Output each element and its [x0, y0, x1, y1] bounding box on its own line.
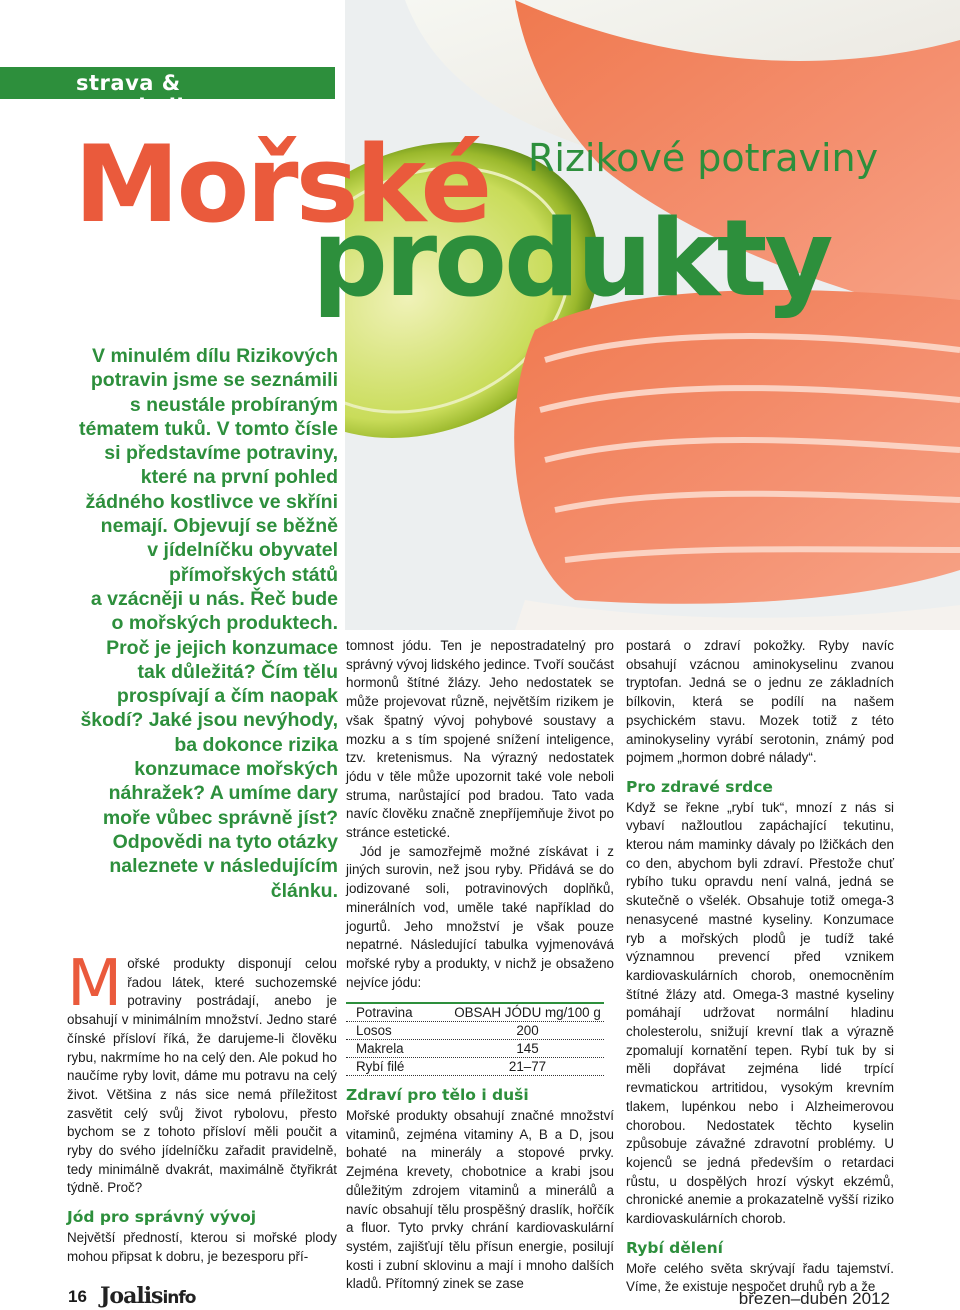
lead-line: Proč je jejich konzumace — [106, 636, 338, 659]
lead-line: v jídelníčku obyvatel — [147, 539, 338, 562]
column-1 — [67, 947, 337, 1266]
heading-deleni: Rybí dělení — [626, 1238, 723, 1257]
page-footer — [0, 1283, 960, 1310]
lead-line: náhražek? A umíme dary — [108, 782, 338, 805]
table-row — [346, 1022, 604, 1040]
lead-line: konzumace mořských — [134, 758, 338, 781]
section-label: strava & metabolismus — [76, 71, 249, 119]
heading-jod: Jód pro správný vývoj — [67, 1208, 257, 1227]
table-cell: 200 — [516, 1023, 539, 1039]
section-bar — [0, 67, 335, 119]
lead-line: s neustále probíraným — [129, 393, 338, 416]
column-2 — [346, 637, 614, 1294]
paragraph-tryptofan: postará o zdraví pokožky. Ryby navíc obsahují vzácnou aminokyselinu zvanou tryptofan. Jedná se o jednu ze základních bílkovin, která se podílí na našem psychickém stavu. Mozek totiž z této aminokyseliny vyrábí serotonin, známý pod pojmem „hormon dobré nálady“. — [626, 638, 894, 766]
lead-line: tak důležitá? Čím tělu — [137, 660, 338, 683]
lead-line: naleznete v následujícím — [109, 855, 338, 878]
lead-paragraph — [60, 344, 338, 903]
heading-srdce: Pro zdravé srdce — [626, 777, 773, 796]
lead-line: článku. — [270, 879, 338, 902]
paragraph-jod-sources: Jód je samozřejmě možné získávat i z jiných surovin, než jsou ryby. Přidává se do jodizované soli, potravinových doplňků, minerálních vod, uměle také například do jogurtů. Jeho množství je však pouze nepatrné. Následující tabulka vyjmenovává mořské ryby a produkty, v nichž je obsaženo nejvíce jódu: — [346, 843, 614, 990]
table-cell: 21–77 — [508, 1059, 547, 1075]
lead-line: žádného kostlivce ve skříni — [85, 490, 338, 513]
table-header-cell: Potravina — [356, 1005, 413, 1021]
issue-date: březen–duben 2012 — [738, 1289, 890, 1308]
heading-zdravi: Zdraví pro tělo i duši — [346, 1086, 529, 1105]
drop-cap: M — [67, 947, 123, 1021]
lead-line: si představíme potraviny, — [104, 442, 338, 465]
lead-line: o mořských produktech. — [111, 612, 338, 635]
lead-line: ba dokonce rizika — [174, 733, 338, 756]
title-line-2: produkty — [312, 197, 831, 320]
table-header-cell: OBSAH JÓDU mg/100 g — [454, 1005, 601, 1021]
lead-line: přímořských států — [168, 563, 338, 586]
brand-logo: Joalisinfo — [100, 1283, 196, 1309]
lead-line: Odpovědi na tyto otázky — [112, 830, 338, 853]
lead-line: které na první pohled — [140, 466, 338, 489]
lead-line: prospívají a čím naopak — [116, 685, 338, 708]
lead-line: tématem tuků. V tomto čísle — [79, 417, 338, 440]
iodine-table — [346, 1002, 604, 1076]
table-row — [346, 1058, 604, 1076]
page-number: 16 — [68, 1287, 87, 1306]
paragraph-srdce: Když se řekne „rybí tuk“, mnozí z nás si vybaví nažloutlou zapáchající tekutinu, kterou nám maminky dávaly po lžičkách den co den, abychom byli zdraví. Přestože chuť rybího tuku opravdu není valná, jedná se skutečně o všelék. Obsahuje totiž omega-3 nenasycené mastné kyseliny. Konzumace ryb a mořských plodů je tudíž také významnou prevencí před vznikem kardiovaskulárních chorob, onemocněním štítné žlázy atd. Omega-3 mastné kyseliny pomáhají udržovat normální hladinu cholesterolu, snižují krevní tlak a výrazně zpomalují kornatění tepen. Rybí tuk by si měli dopřávat zejména lidé trpící revmatickou artritidou, vysokým krevním tlakem, lupénkou nebo i Alzheimerovou chorobou. Nedostatek těchto kyselin způsobuje závažné zdravotní problémy. U kojenců se jedná především o retardaci růstu, u dospělých hrozí výskyt ekzémů, chronické anemie a prokazatelně vyšší riziko kardiovaskulárních chorob. — [626, 799, 894, 1227]
paragraph-deleni: Moře celého světa skrývají řadu tajemství. Víme, že existuje nespočet druhů ryb a že — [626, 1260, 894, 1295]
table-cell: Makrela — [356, 1041, 404, 1057]
paragraph-jod: Největší předností, kterou si mořské plody mohou připsat k dobru, je bezesporu pří- — [67, 1229, 337, 1264]
lead-line: potravin jsme se seznámili — [90, 369, 338, 392]
series-title: Rizikové potraviny — [528, 136, 879, 180]
paragraph-zdravi: Mořské produkty obsahují značné množství vitaminů, zejména vitaminy A, B a D, jsou bohaté na minerály a stopové prvky. Zejména krevety, chobotnice a krabi jsou důležitým zdrojem vitaminů a minerálů a navíc obsahují tělu prospěšný draslík, hořčík a fluor. Tyto prvky chrání kardiovaskulární systém, zajišťují tělu přísun energie, posilují kosti i zubní sklovinu a mají i mnoho dalších kladů. Přítomný zinek se zase — [346, 1108, 614, 1292]
table-row — [346, 1040, 604, 1058]
lead-line: moře vůbec správně jíst? — [102, 806, 338, 829]
lead-line: a vzácněji u nás. Řeč bude — [90, 587, 338, 610]
title-line-1: Mořské — [74, 123, 490, 246]
paragraph-jod-cont: tomnost jódu. Ten je nepostradatelný pro správný vývoj lidského jedince. Tvoří součást hormonů štítné žlázy. Jeho nedostatek se může projevovat různě, největším rizikem je však špatný vývoj pohybové soustavy a mozku a s tím spojené snížení inteligence, tzv. kretenismus. Na výrazný nedostatek jódu v těle může upozornit také vole neboli struma, narůstající pod bradou. Tato vada navíc člověku značně znepříjemňuje život po stránce estetické. — [346, 638, 614, 841]
lead-line: nemají. Objevují se běžně — [100, 515, 338, 538]
table-cell: Losos — [356, 1023, 392, 1039]
table-cell: 145 — [516, 1041, 539, 1057]
table-cell: Rybí filé — [356, 1059, 405, 1075]
lead-line: V minulém dílu Rizikových — [92, 345, 338, 367]
lead-line: škodí? Jaké jsou nevýhody, — [80, 709, 338, 732]
intro-paragraph: Mořské produkty disponují celou řadou látek, které suchozemské potraviny postrádají, anebo je obsahují v minimálním množství. Jedno staré čínské přísloví říká, že darujeme-li člověku rybu, nakrmíme ho na celý den. Ale pokud ho naučíme ryby lovit, dáme mu potravu na celý život. Většina z nás sice nemá příležitost zasvětit celý svůj život rybolovu, přesto bychom se z tohoto přísloví měli poučit a ryby do svého jídelníčku zařadit pravidelně, tedy minimálně dvakrát, maximálně čtyřikrát týdně. Proč? — [67, 947, 337, 1196]
column-3 — [626, 637, 894, 1297]
table-header-row — [346, 1004, 604, 1022]
